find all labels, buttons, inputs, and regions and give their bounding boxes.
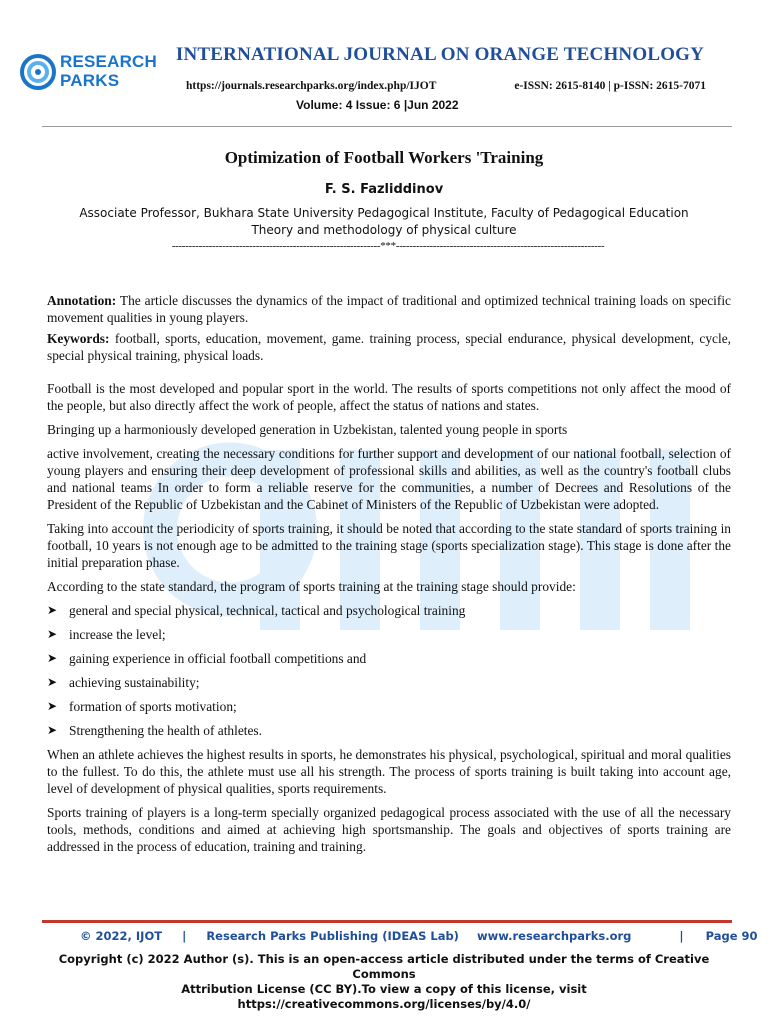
footer-copyright: © 2022, IJOT: [80, 929, 163, 943]
arrow-bullet-icon: ➤: [47, 603, 58, 617]
keywords: [47, 330, 731, 364]
list-item-text: increase the level;: [69, 627, 166, 642]
logo-swirl-icon: [20, 46, 60, 96]
affiliation-line-2: Theory and methodology of physical culture: [251, 223, 517, 237]
footer-bar: [80, 929, 758, 943]
header-divider: [42, 126, 732, 127]
training-bullet-list: [47, 602, 731, 739]
list-item-text: achieving sustainability;: [69, 675, 200, 690]
annotation-label: Annotation:: [47, 293, 117, 308]
footer-website-link[interactable]: www.researchparks.org: [476, 929, 632, 943]
research-parks-logo: [20, 46, 158, 106]
logo-line-1: RESEARCH: [60, 52, 158, 71]
list-item: [47, 602, 731, 619]
arrow-bullet-icon: ➤: [47, 651, 58, 665]
section-separator: --------------------------------------------------------------***--------------------------------------------------------------: [171, 240, 605, 252]
journal-meta: [186, 80, 706, 92]
license-line-1: Copyright (c) 2022 Author (s). This is an open-access article distributed under the terms of Creative Commons: [58, 952, 710, 981]
journal-title: INTERNATIONAL JOURNAL ON ORANGE TECHNOLOGY: [175, 44, 705, 65]
list-item: [47, 626, 731, 643]
license-notice: [40, 952, 728, 1012]
footer-publisher: Research Parks Publishing (IDEAS Lab): [206, 929, 459, 943]
arrow-bullet-icon: ➤: [47, 699, 58, 713]
annotation: [47, 292, 731, 326]
article-body: [47, 292, 731, 855]
paper-title: Optimization of Football Workers 'Training: [224, 148, 544, 167]
list-item: [47, 650, 731, 667]
logo-text: [60, 52, 157, 90]
annotation-text: The article discusses the dynamics of the impact of traditional and optimized technical training loads on specific movement qualities in young players.: [47, 293, 731, 325]
paragraph-1: Football is the most developed and popular sport in the world. The results of sports competitions not only affect the mood of the people, but also directly affect the work of people, affect the status of nations and states.: [47, 381, 731, 413]
paragraph-7: Sports training of players is a long-term specially organized pedagogical process associated with the use of all the necessary tools, methods, conditions and aimed at achieving high sportsmanship. The goals and objectives of sports training are addressed in the process of education, training and training.: [47, 805, 731, 854]
footer-separator: |: [679, 929, 684, 943]
list-item-text: Strengthening the health of athletes.: [69, 723, 262, 738]
keywords-label: Keywords:: [47, 331, 110, 346]
paragraph-6: When an athlete achieves the highest results in sports, he demonstrates his physical, psychological, spiritual and moral qualities to the fullest. To do this, the athlete must use all his strength. The process of sports training is built taking into account age, level of development of physical qualities, sports requirements.: [47, 747, 731, 796]
list-item: [47, 674, 731, 691]
list-item: [47, 722, 731, 739]
arrow-bullet-icon: ➤: [47, 723, 58, 737]
journal-issn: e-ISSN: 2615-8140 | p-ISSN: 2615-7071: [514, 80, 706, 92]
author-name: F. S. Fazliddinov: [324, 182, 444, 197]
volume-issue: Volume: 4 Issue: 6 |Jun 2022: [296, 98, 459, 112]
affiliation-line-1: Associate Professor, Bukhara State University Pedagogical Institute, Faculty of Pedagogical Education: [79, 206, 689, 220]
footer-divider: [42, 920, 732, 923]
author-affiliation: [20, 205, 748, 239]
arrow-bullet-icon: ➤: [47, 675, 58, 689]
list-item-text: general and special physical, technical, tactical and psychological training: [69, 603, 466, 618]
page-number: Page 90: [705, 929, 758, 943]
logo-line-2: PARKS: [60, 71, 120, 90]
footer-separator: |: [182, 929, 187, 943]
paragraph-5: According to the state standard, the program of sports training at the training stage should provide:: [47, 579, 576, 594]
paragraph-3: active involvement, creating the necessary conditions for further support and development of our national football, selection of young players and ensuring their deep development of professional skills and abilities, as well as the country's football clubs and national teams In order to form a reliable reserve for the communities, a number of Decrees and Resolutions of the President of the Republic of Uzbekistan and the Cabinet of Ministers of the Republic of Uzbekistan were adopted.: [47, 446, 731, 512]
journal-url[interactable]: https://journals.researchparks.org/index.php/IJOT: [186, 80, 437, 92]
list-item: [47, 698, 731, 715]
license-line-2: Attribution License (CC BY).To view a copy of this license, visit https://creativecommons.org/licenses/by/4.0/: [181, 982, 587, 1011]
list-item-text: formation of sports motivation;: [69, 699, 237, 714]
keywords-text: football, sports, education, movement, game. training process, special endurance, physical development, cycle, special physical training, physical loads.: [47, 331, 731, 363]
arrow-bullet-icon: ➤: [47, 627, 58, 641]
paragraph-4: Taking into account the periodicity of sports training, it should be noted that according to the state standard of sports training in football, 10 years is not enough age to be admitted to the training stage (sports specialization stage). This stage is done after the initial preparation phase.: [47, 521, 731, 570]
paragraph-2: Bringing up a harmoniously developed generation in Uzbekistan, talented young people in sports: [47, 422, 568, 437]
list-item-text: gaining experience in official football competitions and: [69, 651, 367, 666]
